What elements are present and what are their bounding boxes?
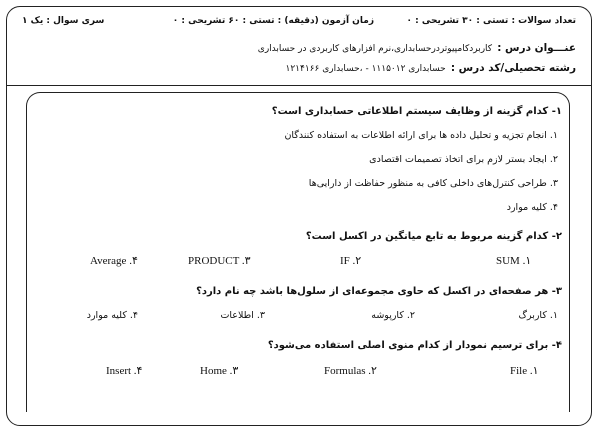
header-divider (6, 85, 592, 86)
q4-option-4: Insert .۴ (106, 365, 143, 377)
field-label: رشته تحصیلی/کد درس : (450, 62, 576, 74)
q3-option-4: ۴. کلیه موارد (86, 310, 138, 321)
q1-option-1: ۱. انجام تجزیه و تحلیل داده ها برای ارائه اطلاعات به استفاده کنندگان (284, 130, 558, 141)
q3-option-1: ۱. کاربرگ (518, 310, 558, 321)
q4-option-1: File .۱ (510, 365, 539, 377)
q1-option-2: ۲. ایجاد بستر لازم برای اتخاذ تصمیمات اقتصادی (369, 154, 558, 165)
question-text: کدام گزینه از وظایف سیستم اطلاعاتی حسابداری است؟ (271, 106, 549, 117)
question-number: ۴- (551, 340, 562, 351)
course-label: عنـــوان درس : (497, 42, 576, 54)
question-number: ۱- (551, 106, 562, 117)
question-text: کدام گزینه مربوط به تابع میانگین در اکسل است؟ (305, 231, 549, 242)
field-value: حسابداری ۱۱۱۵۰۱۲ - ،حسابداری ۱۲۱۴۱۶۶ (285, 64, 446, 74)
q3-option-2: ۲. کارپوشه (371, 310, 415, 321)
q4-option-2: Formulas .۲ (324, 365, 377, 377)
q3-option-3: ۳. اطلاعات (220, 310, 265, 321)
q4-option-3: Home .۳ (200, 365, 239, 377)
question-3 (196, 286, 562, 297)
q1-option-3: ۳. طراحی کنترل‌های داخلی کافی به منظور حفاظت از دارایی‌ها (308, 178, 558, 189)
total-questions: تعداد سوالات : تستی : ۳۰ تشریحی : ۰ (406, 16, 576, 26)
q1-option-4: ۴. کلیه موارد (506, 202, 558, 213)
q2-option-1: SUM .۱ (496, 255, 532, 267)
question-text: هر صفحه‌ای در اکسل که حاوی مجموعه‌ای از سلول‌ها باشد چه نام دارد؟ (196, 286, 549, 297)
question-number: ۳- (551, 286, 562, 297)
exam-time: زمان آزمون (دقیقه) : تستی : ۶۰ تشریحی : ۰ (172, 16, 374, 26)
question-4 (268, 340, 562, 351)
q2-option-3: PRODUCT .۳ (188, 255, 251, 267)
course-title-row (258, 36, 576, 55)
question-number: ۲- (551, 231, 562, 242)
course-value: کاربردکامپیوتردرحسابداری،نرم افزارهای کاربردی در حسابداری (257, 44, 493, 54)
question-2 (306, 231, 562, 242)
field-code-row (286, 56, 576, 75)
question-1 (272, 106, 562, 117)
q2-option-2: IF .۲ (340, 255, 362, 267)
q2-option-4: Average .۴ (90, 255, 138, 267)
question-series: سری سوال : یک ۱ (22, 16, 105, 26)
question-text: برای ترسیم نمودار از کدام منوی اصلی استفاده می‌شود؟ (267, 340, 549, 351)
